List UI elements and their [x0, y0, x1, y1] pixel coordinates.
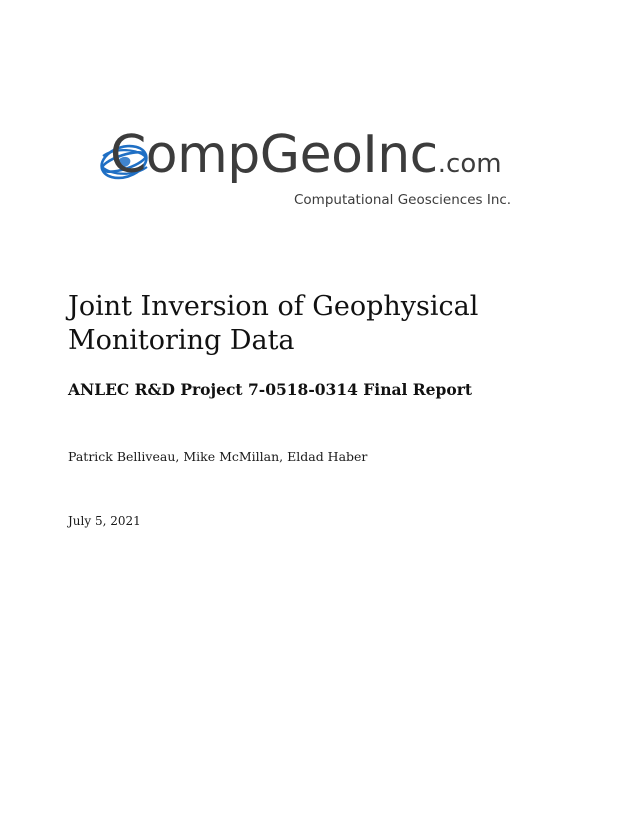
logo-wordmark: [110, 124, 550, 188]
logo-wordmark-text: CompGeoInc: [110, 125, 438, 185]
publication-date: July 5, 2021: [68, 514, 141, 528]
page-title: Joint Inversion of Geophysical Monitoring Data: [68, 291, 479, 356]
logo-tagline: Computational Geosciences Inc.: [294, 192, 512, 208]
logo-wordmark-suffix: .com: [437, 149, 502, 179]
author-list: Patrick Belliveau, Mike McMillan, Eldad Haber: [68, 449, 368, 464]
company-logo: [88, 124, 540, 220]
page-subtitle: ANLEC R&D Project 7-0518-0314 Final Report: [68, 380, 473, 399]
